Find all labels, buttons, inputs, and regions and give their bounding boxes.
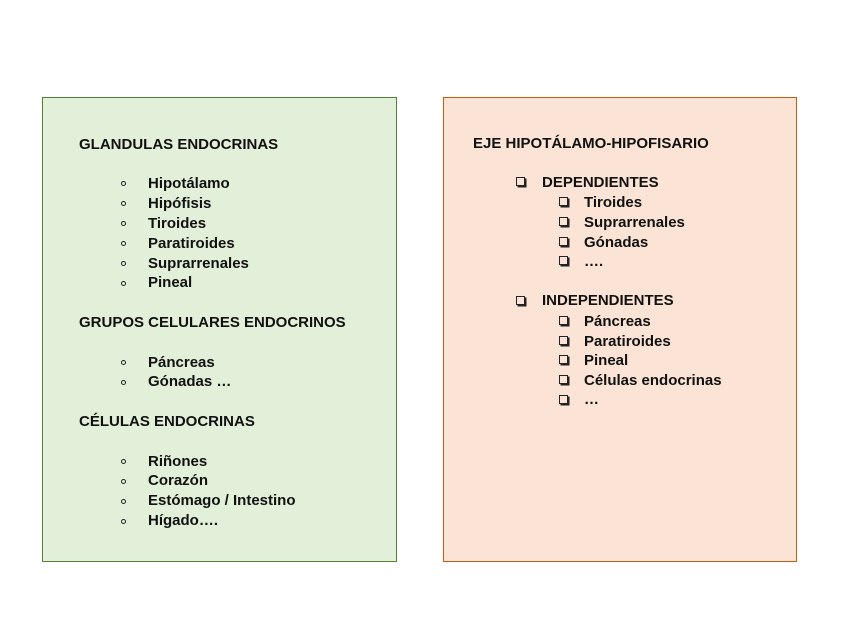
list-item-label: Gónadas …	[148, 373, 232, 390]
square-bullet-icon	[559, 217, 568, 226]
group-label: DEPENDIENTES	[542, 174, 659, 191]
circle-bullet-icon	[121, 499, 126, 504]
circle-bullet-icon	[121, 360, 126, 365]
list-item-label: Páncreas	[584, 313, 651, 330]
list-item-label: Hígado….	[148, 512, 218, 529]
square-bullet-icon	[559, 197, 568, 206]
list-item-label: Pineal	[584, 352, 629, 369]
group-label: INDEPENDIENTES	[542, 292, 674, 309]
section-title: GRUPOS CELULARES ENDOCRINOS	[79, 314, 346, 331]
list-item-label: Estómago / Intestino	[148, 492, 296, 509]
section-title: CÉLULAS ENDOCRINAS	[79, 413, 255, 430]
list-item-label: Pineal	[148, 274, 193, 291]
list-item-label: Tiroides	[148, 215, 207, 232]
square-bullet-icon	[559, 375, 568, 384]
circle-bullet-icon	[121, 380, 126, 385]
circle-bullet-icon	[121, 201, 126, 206]
list-item-label: Paratiroides	[584, 333, 671, 350]
list-item-label: Gónadas	[584, 234, 649, 251]
list-item-label: Tiroides	[584, 194, 643, 211]
circle-bullet-icon	[121, 479, 126, 484]
list-item-label: Riñones	[148, 453, 208, 470]
square-bullet-icon	[559, 395, 568, 404]
square-bullet-icon	[516, 177, 525, 186]
axis-title: EJE HIPOTÁLAMO-HIPOFISARIO	[473, 135, 709, 152]
square-bullet-icon	[559, 316, 568, 325]
square-bullet-icon	[559, 256, 568, 265]
list-item-label: Corazón	[148, 472, 208, 489]
list-item-label: Suprarrenales	[584, 214, 685, 231]
circle-bullet-icon	[121, 181, 126, 186]
list-item-label: Hipófisis	[148, 195, 212, 212]
circle-bullet-icon	[121, 221, 126, 226]
circle-bullet-icon	[121, 241, 126, 246]
list-item-label: Células endocrinas	[584, 372, 722, 389]
list-item-label: Páncreas	[148, 354, 215, 371]
circle-bullet-icon	[121, 281, 126, 286]
section-title: GLANDULAS ENDOCRINAS	[79, 136, 279, 153]
list-item-label: ….	[584, 253, 604, 270]
circle-bullet-icon	[121, 519, 126, 524]
square-bullet-icon	[559, 355, 568, 364]
list-item-label: Hipotálamo	[148, 175, 230, 192]
circle-bullet-icon	[121, 261, 126, 266]
list-item-label: Paratiroides	[148, 235, 235, 252]
square-bullet-icon	[516, 296, 525, 305]
square-bullet-icon	[559, 237, 568, 246]
circle-bullet-icon	[121, 459, 126, 464]
square-bullet-icon	[559, 336, 568, 345]
list-item-label: Suprarrenales	[148, 255, 249, 272]
list-item-label: …	[584, 391, 599, 408]
